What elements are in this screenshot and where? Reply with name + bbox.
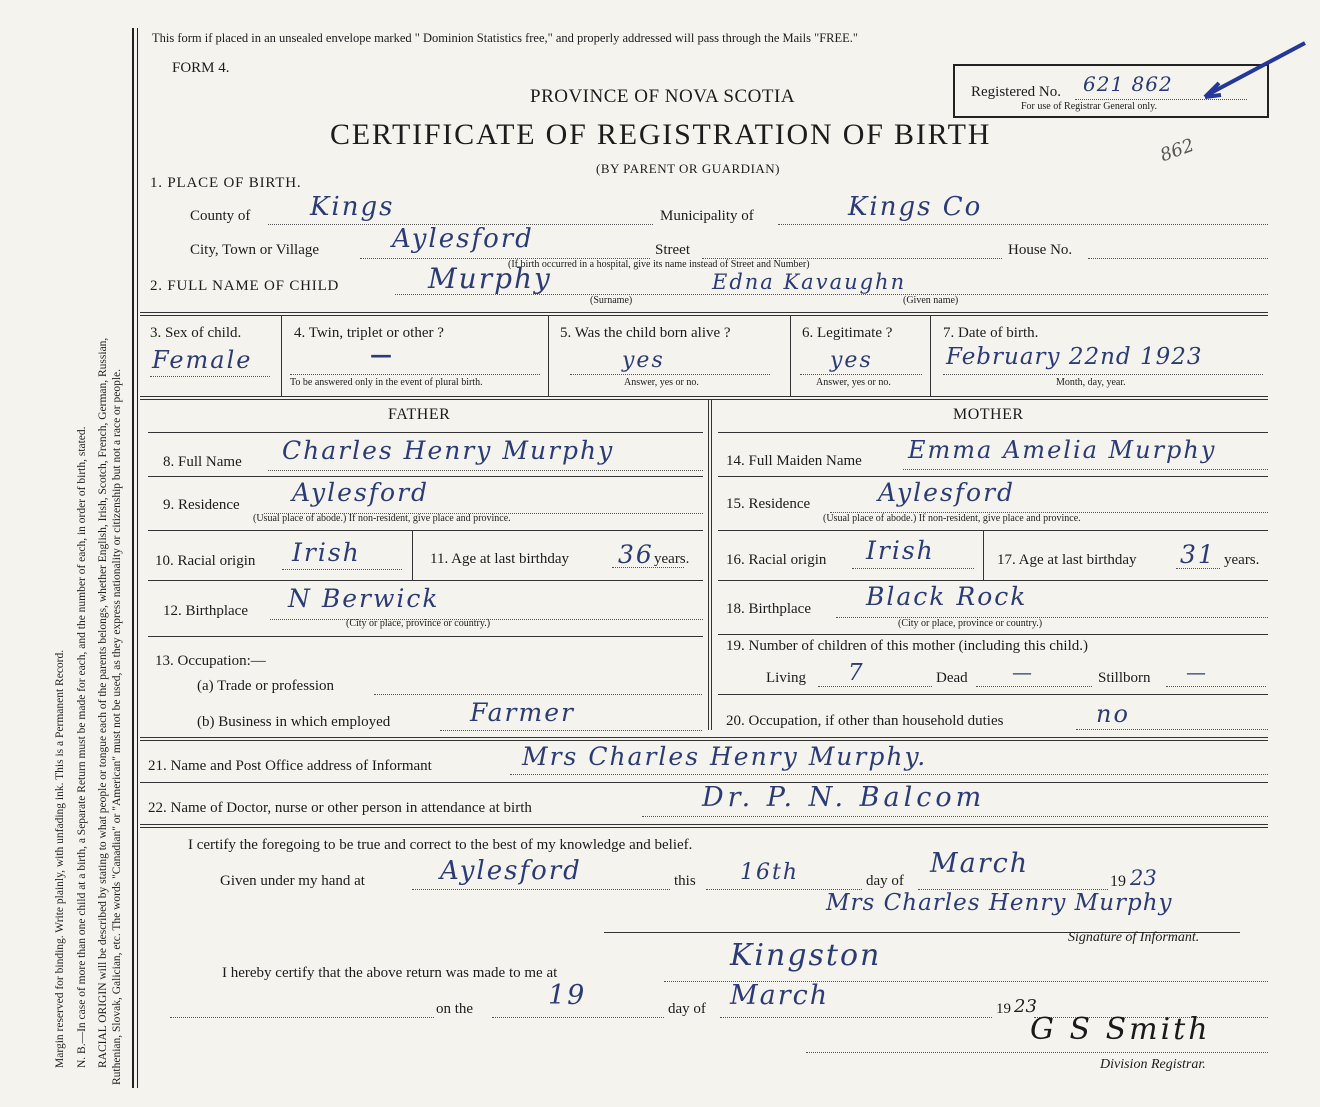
father-age-label: 11. Age at last birthday [430,551,569,567]
certify-day: 16th [740,860,800,885]
sex-label: 3. Sex of child. [150,325,242,341]
margin-rule-inner [137,28,138,1088]
father-heading: FATHER [388,406,451,423]
father-years: years. [654,551,690,567]
margin-note-2: N. B.—In case of more than one child at a birth, a Separate Return must be made for each, and the number of each, in order of birth, stated. [76,426,88,1068]
twin-label: 4. Twin, triplet or other ? [294,325,444,341]
father-age: 36 [618,540,654,569]
living-label: Living [766,670,806,686]
binding-margin [0,0,130,1107]
trade-label: (a) Trade or profession [197,678,335,694]
mother-birthplace-label: 18. Birthplace [726,601,811,617]
registrar-note: For use of Registrar General only. [1021,101,1157,112]
surname-note: (Surname) [590,295,633,306]
registrar-on-the-label: on the [436,1001,474,1017]
father-birthplace: N Berwick [288,584,440,613]
mother-heading: MOTHER [953,406,1024,423]
certify-month: March [930,848,1030,879]
father-birthplace-label: 12. Birthplace [163,603,248,619]
father-name: Charles Henry Murphy [282,436,615,465]
stillborn-count: — [1186,660,1208,684]
registrar-month: March [730,980,830,1011]
father-birthplace-note: (City or place, province or country.) [346,618,491,629]
born-alive-note: Answer, yes or no. [624,377,699,388]
mail-notice: This form if placed in an unsealed envelope marked " Dominion Statistics free," and properly addressed will pass through the Mails "FREE." [152,31,859,45]
father-residence-note: (Usual place of abode.) If non-resident, give place and province. [253,513,511,524]
mother-racial-origin: Irish [866,536,935,565]
county-value: Kings [310,192,395,222]
city-value: Aylesford [392,224,534,254]
mother-age: 31 [1180,540,1216,569]
certificate-title: CERTIFICATE OF REGISTRATION OF BIRTH [330,118,992,151]
sex-value: Female [152,346,253,374]
child-surname: Murphy [428,262,552,295]
registrar-statement: I hereby certify that the above return was made to me at [222,965,558,981]
mother-residence: Aylesford [878,478,1016,507]
dob-note: Month, day, year. [1056,377,1126,388]
mother-age-label: 17. Age at last birthday [997,552,1137,568]
check-mark-icon [1195,35,1315,105]
city-label: City, Town or Village [190,242,320,258]
children-count-label: 19. Number of children of this mother (including this child.) [726,638,1089,654]
legitimate-label: 6. Legitimate ? [802,325,893,341]
twin-note: To be answered only in the event of plural birth. [290,377,483,388]
certify-day-of-label: day of [866,873,904,889]
informant-signature: Mrs Charles Henry Murphy [826,890,1173,916]
registrar-day-of-label: day of [668,1001,706,1017]
given-under-label: Given under my hand at [220,873,365,889]
mother-years: years. [1224,552,1260,568]
stillborn-label: Stillborn [1098,670,1151,686]
registrar-day: 19 [548,980,587,1011]
twin-value: — [370,342,394,368]
margin-scribble: 862 [1157,134,1197,167]
registered-label: Registered No. [971,84,1061,100]
margin-rule [132,28,134,1088]
house-number-label: House No. [1008,242,1073,258]
father-racial-label: 10. Racial origin [155,553,256,569]
margin-note-1: Margin reserved for binding. Write plainly, with unfading ink. This is a Permanent Record. [54,649,66,1068]
born-alive-label: 5. Was the child born alive ? [560,325,731,341]
registrar-signature: G S Smith [1030,1012,1211,1047]
certificate-subtitle: (BY PARENT OR GUARDIAN) [596,161,781,176]
born-alive-value: yes [622,348,665,373]
child-name-label: 2. FULL NAME OF CHILD [150,278,340,294]
place-of-birth-heading: 1. PLACE OF BIRTH. [150,175,302,191]
doctor-label: 22. Name of Doctor, nurse or other person in attendance at birth [148,800,532,816]
mother-occupation: no [1096,700,1130,728]
mother-residence-label: 15. Residence [726,496,811,512]
given-name-note: (Given name) [903,295,959,306]
mother-racial-label: 16. Racial origin [726,552,827,568]
registered-number: 621 862 [1083,72,1173,96]
municipality-label: Municipality of [660,208,754,224]
this-label: this [674,873,696,889]
registrar-year: 23 [1014,996,1037,1017]
dead-label: Dead [936,670,968,686]
dob-value: February 22nd 1923 [946,344,1203,370]
legitimate-value: yes [830,348,873,373]
mother-residence-note: (Usual place of abode.) If non-resident, give place and province. [823,513,1081,524]
father-residence: Aylesford [292,478,430,507]
mother-name-label: 14. Full Maiden Name [726,453,862,469]
margin-note-3: RACIAL ORIGIN will be described by stating to what people or tongue each of the parents belongs, whether English, Irish, Scotch, French, German, Russian, [97,337,109,1068]
mother-occupation-label: 20. Occupation, if other than household duties [726,713,1004,729]
county-label: County of [190,208,251,224]
business-label: (b) Business in which employed [197,714,391,730]
father-name-label: 8. Full Name [163,454,242,470]
mother-name: Emma Amelia Murphy [908,436,1217,464]
mother-birthplace: Black Rock [866,582,1028,611]
margin-note-4: Ruthenian, Slovak, Galician, etc. The words "Canadian" or "American" must not be used, as they express nationality or citizenship but not a race or people. [111,368,123,1085]
registrar-place: Kingston [730,938,882,973]
doctor-value: Dr. P. N. Balcom [702,782,986,813]
father-residence-label: 9. Residence [163,497,240,513]
father-racial-origin: Irish [292,538,361,567]
father-business: Farmer [470,698,575,727]
dob-label: 7. Date of birth. [943,325,1039,341]
street-label: Street [655,242,690,258]
registrar-year-prefix: 19 [996,1001,1011,1017]
certify-year: 23 [1130,866,1157,890]
informant-signature-label: Signature of Informant. [1068,930,1200,945]
division-registrar-label: Division Registrar. [1100,1057,1206,1072]
legitimate-note: Answer, yes or no. [816,377,891,388]
form-number: FORM 4. [172,60,230,76]
informant-label: 21. Name and Post Office address of Informant [148,758,432,774]
municipality-value: Kings Co [848,192,983,222]
living-count: 7 [848,660,865,686]
dead-count: — [1012,660,1034,684]
given-place: Aylesford [440,856,582,886]
province-heading: PROVINCE OF NOVA SCOTIA [530,86,796,107]
hospital-note: (If birth occurred in a hospital, give its name instead of Street and Number) [508,259,810,270]
father-occupation-label: 13. Occupation:— [155,653,266,669]
certify-statement: I certify the foregoing to be true and correct to the best of my knowledge and belief. [188,837,693,853]
child-given-name: Edna Kavaughn [712,270,907,294]
mother-birthplace-note: (City or place, province or country.) [898,618,1043,629]
certify-year-prefix: 19 [1110,873,1126,890]
informant-value: Mrs Charles Henry Murphy. [522,742,928,771]
